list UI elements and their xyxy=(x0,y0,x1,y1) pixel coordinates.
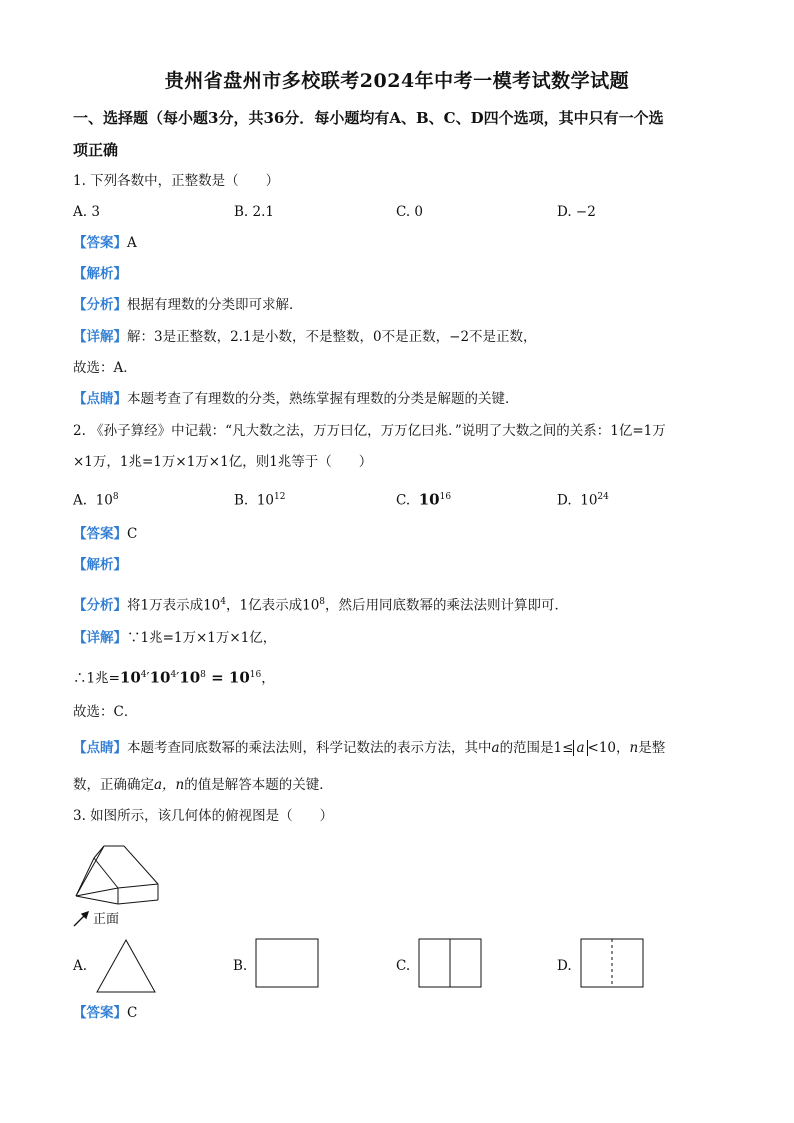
q3-option-a-label: A. xyxy=(73,958,88,974)
q2-stem-line1: 2. 《孙子算经》中记载：“凡大数之法，万万曰亿，万万亿曰兆．”说明了大数之间的关系：1亿=1万 xyxy=(73,423,666,439)
q1-detail-text: 解：3是正整数，2.1是小数，不是整数，0不是正数，−2不是正数， xyxy=(127,329,537,345)
q2-analysis xyxy=(73,555,127,575)
arrow-icon xyxy=(74,912,88,926)
answer-tag: 【答案】 xyxy=(73,526,127,542)
q1-answer-value: A xyxy=(127,235,137,251)
q1-option-d: D. −2 xyxy=(557,204,596,220)
analysis-tag: 【解析】 xyxy=(73,266,127,282)
q1-comment xyxy=(73,389,519,409)
q1-option-b: B. 2.1 xyxy=(234,204,274,220)
q1-comment-text: 本题考查了有理数的分类，熟练掌握有理数的分类是解题的关键． xyxy=(127,391,519,407)
q3-option-d-label: D. xyxy=(557,958,572,974)
q2-option-c: C. $10^{16}$ xyxy=(396,490,452,509)
triangular-prism-figure xyxy=(70,838,170,928)
q1-answer xyxy=(73,233,137,253)
comment-tag: 【点睛】 xyxy=(73,391,127,407)
q2-comment-line1: 【点睛】本题考查同底数幂的乘法法则，科学记数法的表示方法，其中a的范围是1≤ a <10，n是整 xyxy=(73,740,666,756)
q1-fenxi xyxy=(73,295,303,315)
q2-option-a: A. $10^8$ xyxy=(73,492,119,509)
detail-tag: 【详解】 xyxy=(73,329,127,345)
section-heading-line2: 项正确 xyxy=(73,141,119,159)
q3-option-c-rectangle-solid-line xyxy=(418,938,484,990)
comment-tag: 【点睛】 xyxy=(73,740,127,756)
q3-answer xyxy=(73,1003,137,1023)
fenxi-tag: 【分析】 xyxy=(73,297,127,313)
q3-option-c-label: C. xyxy=(396,958,411,974)
q1-choose: 故选：A． xyxy=(73,360,137,376)
q3-option-d-rectangle-dashed-line xyxy=(580,938,646,990)
q3-option-b-rectangle xyxy=(255,938,321,990)
q2-fenxi: 【分析】将1万表示成$10^4$，1亿表示成$10^8$，然后用同底数幂的乘法法则计算即可． xyxy=(73,597,569,614)
fenxi-tag: 【分析】 xyxy=(73,597,127,614)
q2-option-b: B. $10^{12}$ xyxy=(234,492,286,509)
q3-option-a-triangle xyxy=(95,938,157,994)
q2-choose: 故选：C． xyxy=(73,704,138,720)
q1-analysis xyxy=(73,264,127,284)
q2-detail-equation: ∴1兆$=10^4'10^4'10^8 = 10^{16}$， xyxy=(73,668,275,687)
q1-option-c: C. 0 xyxy=(396,204,424,220)
q1-fenxi-text: 根据有理数的分类即可求解． xyxy=(127,297,303,313)
q2-answer-value: C xyxy=(127,526,138,542)
q2-option-d: D. $10^{24}$ xyxy=(557,492,609,509)
q1-detail xyxy=(73,327,537,347)
q2-detail: 【详解】∵1兆=1万×1万×1亿， xyxy=(73,630,277,646)
page-title: 贵州省盘州市多校联考2024年中考一模考试数学试题 xyxy=(164,70,630,92)
q1-option-a: A. 3 xyxy=(73,204,100,220)
section-heading-line1: 一、选择题（每小题3分，共36分．每小题均有A、B、C、D四个选项，其中只有一个选 xyxy=(73,109,664,127)
q3-stem: 3. 如图所示，该几何体的俯视图是（ ） xyxy=(73,808,334,824)
answer-tag: 【答案】 xyxy=(73,1005,127,1021)
analysis-tag: 【解析】 xyxy=(73,557,127,573)
answer-tag: 【答案】 xyxy=(73,235,127,251)
front-label: 正面 xyxy=(93,912,120,927)
q3-option-b-label: B. xyxy=(233,958,248,974)
detail-tag: 【详解】 xyxy=(73,630,127,646)
q2-answer xyxy=(73,524,137,544)
q2-stem-line2: ×1万，1兆=1万×1万×1亿，则1兆等于（ ） xyxy=(73,454,373,470)
q1-stem: 1. 下列各数中，正整数是（ ） xyxy=(73,173,280,189)
q2-comment-line2: 数，正确确定a，n的值是解答本题的关键． xyxy=(73,777,333,793)
q3-answer-value: C xyxy=(127,1005,138,1021)
